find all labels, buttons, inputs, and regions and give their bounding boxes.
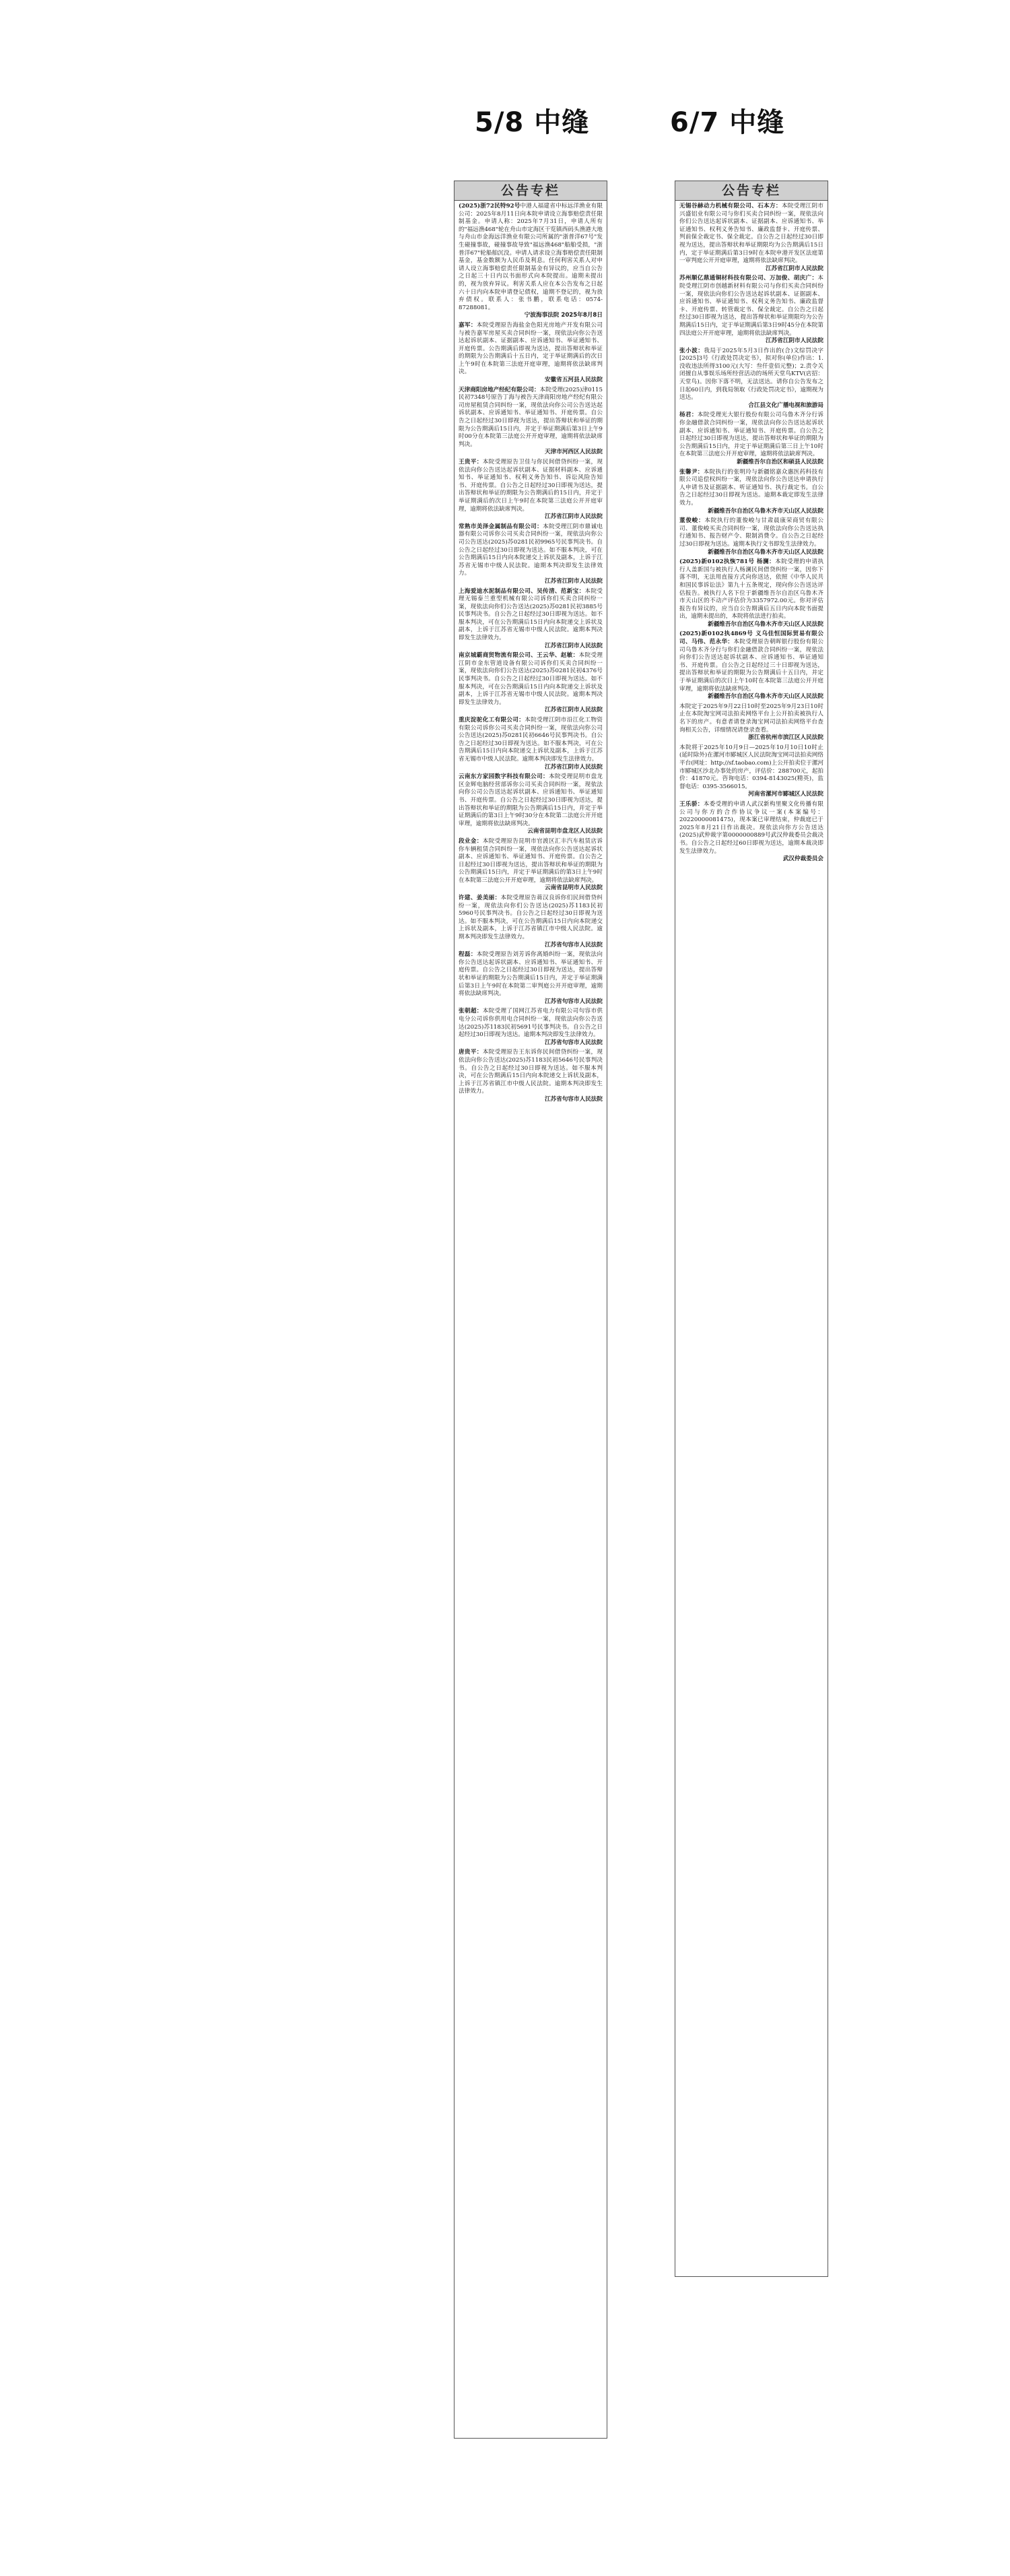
notice-signature: 江苏省江阴市人民法院: [545, 513, 603, 521]
notice-party: (2025)新0102执恢781号 杨澜：: [679, 558, 776, 566]
notice-item: [459, 588, 603, 651]
notice-item: [459, 773, 603, 836]
notice-party: 常熟市美泽金属制品有限公司：: [459, 523, 543, 530]
notice-item: [679, 517, 823, 556]
notice-party: 张馨尹：: [679, 468, 704, 476]
notice-item: [679, 275, 823, 345]
notice-item: [459, 951, 603, 1006]
notice-item: [679, 348, 823, 410]
notice-item: [459, 1008, 603, 1047]
notice-signature: 江苏省江阴市人民法院: [545, 763, 603, 771]
notice-body: 本院受理原告海盐金色阳光房地产开发有限公司与被告嘉军房屋买卖合同纠纷一案，现依法向你公告送达起诉状副本、证据副本、应诉通知书、举证通知书、开庭传票。公告期满后即视为送达，提出答辩状和举证的期限为公告期满后十五日内，定于举证期满后的次日上午9时在本院第三法庭开庭审理，逾期将依法缺席判决。: [459, 321, 603, 376]
notice-body: 本院将于2025年10月9日—2025年10月10日10时止(延时除外)在漯河市郾城区人民法院淘宝网司法拍卖网络平台(网址：http://sf.taobao.com)上公开拍卖位于漯河市郾城区沙北办事处的房产，评估价：288700元，起拍价：41870元。咨询电话：0394-8143025(精英)，监督电话：0395-3566015。: [679, 744, 823, 790]
notice-signature: 江苏省江阴市人民法院: [766, 265, 823, 272]
notice-item: [459, 1049, 603, 1103]
notice-body: 本院受理江阴市沿江化工物资有限公司诉你公司买卖合同纠纷一案，现依法向你公司公告送达(2025)苏0281民初6646号民事判决书。自公告之日起经过30日即视为送达。如不服本判决，可在公告期满后15日内向本院递交上诉状及副本，上诉于江苏省无锡市中级人民法院。逾期本判决即发生法律效力。: [459, 717, 603, 763]
notice-signature: 云南省昆明市盘龙区人民法院: [527, 828, 603, 835]
notice-item: [679, 744, 823, 799]
notice-body: 本院受理原告昆明市官渡区汇丰汽车租赁店诉你车辆租赁合同纠纷一案，现依法向你公告送达起诉状副本、应诉通知书、举证通知书、开庭传票。自公告之日起经过30日即视为送达，提出答辩状和举证的期限为公告期满后15日内，并定于举证期满后的第3日上午9时在本院第三法庭公开开庭审理，逾期将依法缺席判决。: [459, 837, 603, 884]
notice-body: 本院受理江阴市鼎诚电器有限公司诉你公司买卖合同纠纷一案，现依法向你公司公告送达(2025)苏0281民初9965号民事判决书。自公告之日起经过30日即视为送达。如不服本判决，可在公告期满后15日内向本院递交上诉状及副本，上诉于江苏省无锡市中级人民法院。逾期本判决即发生法律效力。: [459, 523, 603, 577]
notice-signature: 河南省漯河市郾城区人民法院: [748, 791, 823, 798]
notice-item: [459, 895, 603, 949]
notice-body: 本院受理光大银行股份有限公司乌鲁木齐分行诉你金融借款合同纠纷一案，现依法向你公告送达起诉状副本、应诉通知书、举证通知书、开庭传票。自公告之日起经过30日即视为送达，提出答辩状和举证的期限为公告期满后15日内，并定于举证期满后第三日上午10时在本院第三法庭公开开庭审理，逾期将依法缺席判决。: [679, 412, 823, 458]
notice-body: 本院定于2025年9月22日10时至2025年9月23日10时止在本院淘宝网司法拍卖网络平台上公开拍卖被执行人名下的房产。有意者请登录淘宝网司法拍卖网络平台查询相关公告，详细情况请登录查看。: [679, 703, 823, 734]
notice-signature: 新疆维吾尔自治区和硕县人民法院: [737, 459, 823, 465]
notice-party: 苏州顺亿鼎通铜材科技有限公司、万加俊、胡庆广：: [679, 275, 818, 282]
notice-signature: 新疆维吾尔自治区乌鲁木齐市天山区人民法院: [708, 507, 823, 515]
notice-party: 王贵平：: [459, 459, 483, 465]
notice-party: 无锡谷赫动力机械有限公司、石本方：: [679, 203, 782, 210]
notice-party: 杨君：: [679, 412, 698, 419]
notice-party: (2025)新0102执4869号 义乌佳恒国际贸易有限公司、马伟、范永华：: [679, 631, 823, 646]
notice-signature: 江苏省江阴市人民法院: [545, 642, 603, 649]
notice-body: 中港人福建省中标远洋渔业有限公司：2025年8月11日向本院申请设立海事赔偿责任限制基金。申请人称：2025年7月31日，申请人所有的"福远渔468"轮在舟山市定海区干览镇西码头渔港大地与舟山市金海远洋渔业有限公司所属的"浙普洋67号"发生碰撞事故，碰撞事故导致"福远渔468"船舶受损，"浙普洋67"轮船舶沉没。申请人请求设立海事赔偿责任限制基金，基金数额为人民币及利息。任何利害关系人对申请人设立海事赔偿责任限制基金有异议的，应当自公告之日起三十日内以书面形式向本院提出。逾期未提出的，视为放弃异议。利害关系人应在本公告发布之日起六十日内向本院申请登记债权，逾期不登记的，视为放弃债权。联系人：张书鹏，联系电话：0574-87288081。: [459, 203, 603, 311]
notice-body: 本院受理原告蒋汉良诉你们民间借贷纠纷一案，现依法向你们公告送达(2025)苏1183民初5960号民事判决书。自公告之日起经过30日即视为送达。如不服本判决，可在公告期满后15日内向本院递交上诉状及副本，上诉于江苏省镇江市中级人民法院。逾期本判决即发生法律效力。: [459, 895, 603, 941]
page-label-right: 6/7 中缝: [670, 107, 785, 138]
notice-signature: 安徽省五河县人民法院: [545, 377, 603, 384]
notice-item: [459, 523, 603, 586]
notice-signature: 江苏省江阴市人民法院: [545, 577, 603, 585]
notice-signature: 新疆维吾尔自治区乌鲁木齐市天山区人民法院: [708, 620, 823, 628]
notice-party: 唐贵平：: [459, 1049, 483, 1056]
notice-signature: 江苏省句容市人民法院: [545, 998, 603, 1005]
notice-signature: 天津市河西区人民法院: [545, 449, 603, 456]
notice-body: 本院执行的董俊峻与甘肃晨康荣商贸有限公司、董俊峻买卖合同纠纷一案，现依法向你公告送达执行通知书、报告财产令、限制消费令。自公告之日起经过30日即视为送达。逾期本执行文书即发生法律效力。: [679, 517, 823, 548]
notice-party: 南京城霸商贸物流有限公司、王云华、赵敏：: [459, 652, 579, 659]
notice-item: [679, 412, 823, 466]
notice-signature: 新疆维吾尔自治区乌鲁木齐市天山区人民法院: [708, 693, 823, 701]
notice-body: 本院受理江阴市兴盛铝业有限公司与你们买卖合同纠纷一案，现依法向你们公告送达起诉状副本、证据副本、应诉通知书、举证通知书、权利义务告知书、廉政监督卡、开庭传票、判前保全裁定书、保全裁定。自公告之日起经过30日即视为送达，提出答辩状和举证期限均为公告期满后15日内，定于举证期满后第3日9时在本院申港开发区法庭第一审判庭公开开庭审理，逾期将依法缺席判决。: [679, 203, 823, 265]
notice-body: 本院受理原告卫佳与你民间借贷纠纷一案，现依法向你公告送达起诉状副本、证据材料副本、应诉通知书、举证通知书、权利义务告知书、诉讼风险告知书、开庭传票。自公告之日起经过30日即视为送达，提出答辩状和举证的期限为公告期满后的15日内，并定于举证期满后的次日上午9时在本院第三法庭公开开庭审理，逾期将依法缺席判决。: [459, 459, 603, 513]
notice-body: 本院执行的张明玲与新疆铭嘉众惠医药科技有限公司追偿权纠纷一案，现依法向你公告送达申请执行人申请书及证据副本、听证通知书、执行裁定书。自公告之日起经过30日即视为送达。逾期本裁定即发生法律效力。: [679, 468, 823, 507]
notice-item: [679, 558, 823, 629]
notice-item: [459, 717, 603, 771]
notice-signature: 宁波海事法院 2025年8月8日: [524, 312, 603, 319]
notice-body: 本院受理的申请执行人盖新国与被执行人杨澜民间借贷纠纷一案，因你下落不明，无法用直接方式向你送达，依照《中华人民共和国民事诉讼法》第九十五条规定，现向你公告送达评估报告。被执行人名下位于新疆维吾尔自治区乌鲁木齐市天山区的不动产评估价为3357972.00元。你对评估报告有异议的，应当自公告期满后五日内向本院书面提出，逾期未提出的，本院将依法进行拍卖。: [679, 558, 823, 620]
notice-column-right: [675, 181, 828, 2277]
notice-party: 嘉军：: [459, 321, 477, 329]
notice-body: 本院受理原告王东诉你民间借贷纠纷一案，现依法向你公告送达(2025)苏1183民初5646号民事判决书。自公告之日起经过30日即视为送达。如不服本判决，可在公告期满后15日内向本院递交上诉状及副本，上诉于江苏省镇江市中级人民法院。逾期本判决即发生法律效力。: [459, 1049, 603, 1095]
notice-body: 我局于2025年5月3日作出的(合)文综罚决字[2025]3号《行政处罚决定书》，拟对你(单位)作出：1.没收违法所得3100元(大写：叁仟壹佰元整)；2.责令关闭擅自从事娱乐场所经营活动的场所天堂鸟KTV(店招：天堂鸟)。因你下落不明，无法送达。请你自公告发布之日起60日内，到我局领取《行政处罚决定书》，逾期视为送达。: [679, 347, 823, 401]
notice-body: 本院受理昆明市盘龙区金辉电脑经营部诉你公司买卖合同纠纷一案，现依法向你公司公告送达起诉状副本、应诉通知书、举证通知书、开庭传票。自公告之日起经过30日即视为送达，提出答辩状和举证的期限为公告期满后15日内，并定于举证期满后的第3日上午9时30分在本院第二法庭公开开庭审理，逾期将依法缺席判决。: [459, 773, 603, 827]
notice-body: 本委受理的申请人武汉新构里聚文化传播有限公司与你方的合作协议争议一案(本案编号：20220000081475)，现本案已审理结束，仲裁庭已于2025年8月21日作出裁决。现依法向你方公告送达(2025)武仲裁字第0000000889号武汉仲裁委员会裁决书。自公告之日起经过60日即视为送达，逾期本裁决即发生法律效力。: [679, 800, 823, 855]
notice-party: 段业金：: [459, 837, 483, 845]
notice-party: 张朝超：: [459, 1008, 483, 1015]
notice-party: 程磊：: [459, 951, 477, 959]
notice-signature: 合江县文化广播电视和旅游局: [748, 401, 823, 409]
notice-signature: 浙江省杭州市滨江区人民法院: [748, 734, 823, 742]
notice-party: 张小波：: [679, 347, 704, 354]
column-header: 公告专栏: [675, 181, 828, 201]
column-header: 公告专栏: [454, 181, 607, 201]
notice-body: 本院受理(2025)津0115民初7348号原告丁海与被告天津商阳房地产经纪有限公司房屋租赁合同纠纷一案，现依法向你公司公告送达起诉状副本、应诉通知书、举证通知书、开庭传票。自公告之日起经过30日即视为送达，提出答辩状和举证的期限为公告期满后15日内，并定于举证期满后第3日上午9时00分在本院第三法庭公开开庭审理，逾期将依法缺席判决。: [459, 386, 603, 448]
page-label-left: 5/8 中缝: [475, 107, 590, 138]
column-body: [454, 201, 607, 1109]
notice-body: 本院受理江阴市创越新材料有限公司与你们买卖合同纠纷一案，现依法向你们公告送达起诉状副本、证据副本、应诉通知书、举证通知书、权利义务告知书、廉政监督卡、开庭传票、转管裁定书、保全裁定。自公告之日起经过30日即视为送达，提出答辩状和举证期限均为公告期满后15日内，定于举证期满后第3日9时45分在本院第四法庭公开开庭审理，逾期将依法缺席判决。: [679, 275, 823, 337]
notice-signature: 江苏省江阴市人民法院: [545, 707, 603, 714]
notice-item: [459, 838, 603, 893]
notice-party: 许建、姜美丽：: [459, 895, 501, 902]
notice-item: [459, 203, 603, 320]
notice-party: 云南东方家园数字科技有限公司：: [459, 773, 549, 781]
notice-signature: 新疆维吾尔自治区乌鲁木齐市天山区人民法院: [708, 548, 823, 556]
notice-body: 本院受理江阴市金东管道设备有限公司诉你们买卖合同纠纷一案，现依法向你们公告送达(2025)苏0281民初4376号民事判决书。自公告之日起经过30日即视为送达。如不服本判决，可在公告期满后15日内向本院递交上诉状及副本，上诉于江苏省无锡市中级人民法院。逾期本判决即发生法律效力。: [459, 652, 603, 706]
notice-party: 上海爱迪水泥制品有限公司、吴传清、范新宝：: [459, 587, 585, 595]
notice-signature: 武汉仲裁委员会: [782, 856, 823, 863]
notice-party: 天津商阳房地产经纪有限公司：: [459, 386, 540, 393]
notice-body: 本院受理原告刘芳诉你离婚纠纷一案，现依法向你公告送达起诉状副本、应诉通知书、举证通知书、开庭传票。自公告之日起经过30日即视为送达，提出答辩状和举证的期限为公告期满后15日内，并定于举证期满后第3日上午9时在本院第二审判庭公开开庭审理，逾期将依法缺席判决。: [459, 951, 603, 998]
notice-body: 本院受理原告朝晖银行股份有限公司乌鲁木齐分行与你们金融借款合同纠纷一案，现依法向你们公告送达起诉状副本、应诉通知书、举证通知书、开庭传票。自公告之日起经过三十日即视为送达，提出答辩状和举证的期限为公告期满后十五日内，并定于举证期满后的次日上午10时在本院第三法庭公开开庭审理，逾期将依法缺席判决。: [679, 639, 823, 693]
notice-body: 本院受理了国网江苏省电力有限公司句容市供电分公司诉你供用电合同纠纷一案，现依法向你公告送达(2025)苏1183民初5691号民事判决书。自公告之日起经过30日即视为送达。逾期本判决即发生法律效力。: [459, 1008, 603, 1039]
notice-item: [679, 703, 823, 742]
notice-party: 董俊峻：: [679, 517, 705, 525]
notice-signature: 云南省昆明市人民法院: [545, 884, 603, 892]
notice-column-left: [454, 181, 607, 2439]
notice-party: (2025)浙72民特92号: [459, 203, 520, 210]
notice-item: [459, 322, 603, 385]
column-body: [675, 201, 828, 868]
notice-item: [459, 387, 603, 457]
notice-signature: 江苏省江阴市人民法院: [766, 337, 823, 345]
notice-party: 王乐骄：: [679, 800, 704, 808]
notice-signature: 江苏省句容市人民法院: [545, 1095, 603, 1103]
notice-item: [459, 459, 603, 521]
notice-body: 本院受理无锡泰兰重型机械有限公司诉你们买卖合同纠纷一案，现依法向你们公告送达(2025)苏0281民初3885号民事判决书。自公告之日起经过30日即视为送达。如不服本判决，可在公告期满后15日内向本院递交上诉状及副本，上诉于江苏省无锡市中级人民法院。逾期本判决即发生法律效力。: [459, 587, 603, 642]
notice-signature: 江苏省句容市人民法院: [545, 941, 603, 948]
notice-party: 重庆淀驼化工有限公司：: [459, 717, 525, 723]
notice-signature: 江苏省句容市人民法院: [545, 1039, 603, 1046]
notice-item: [459, 652, 603, 715]
notice-item: [679, 801, 823, 864]
notice-item: [679, 631, 823, 701]
notice-item: [679, 469, 823, 516]
notice-item: [679, 203, 823, 273]
